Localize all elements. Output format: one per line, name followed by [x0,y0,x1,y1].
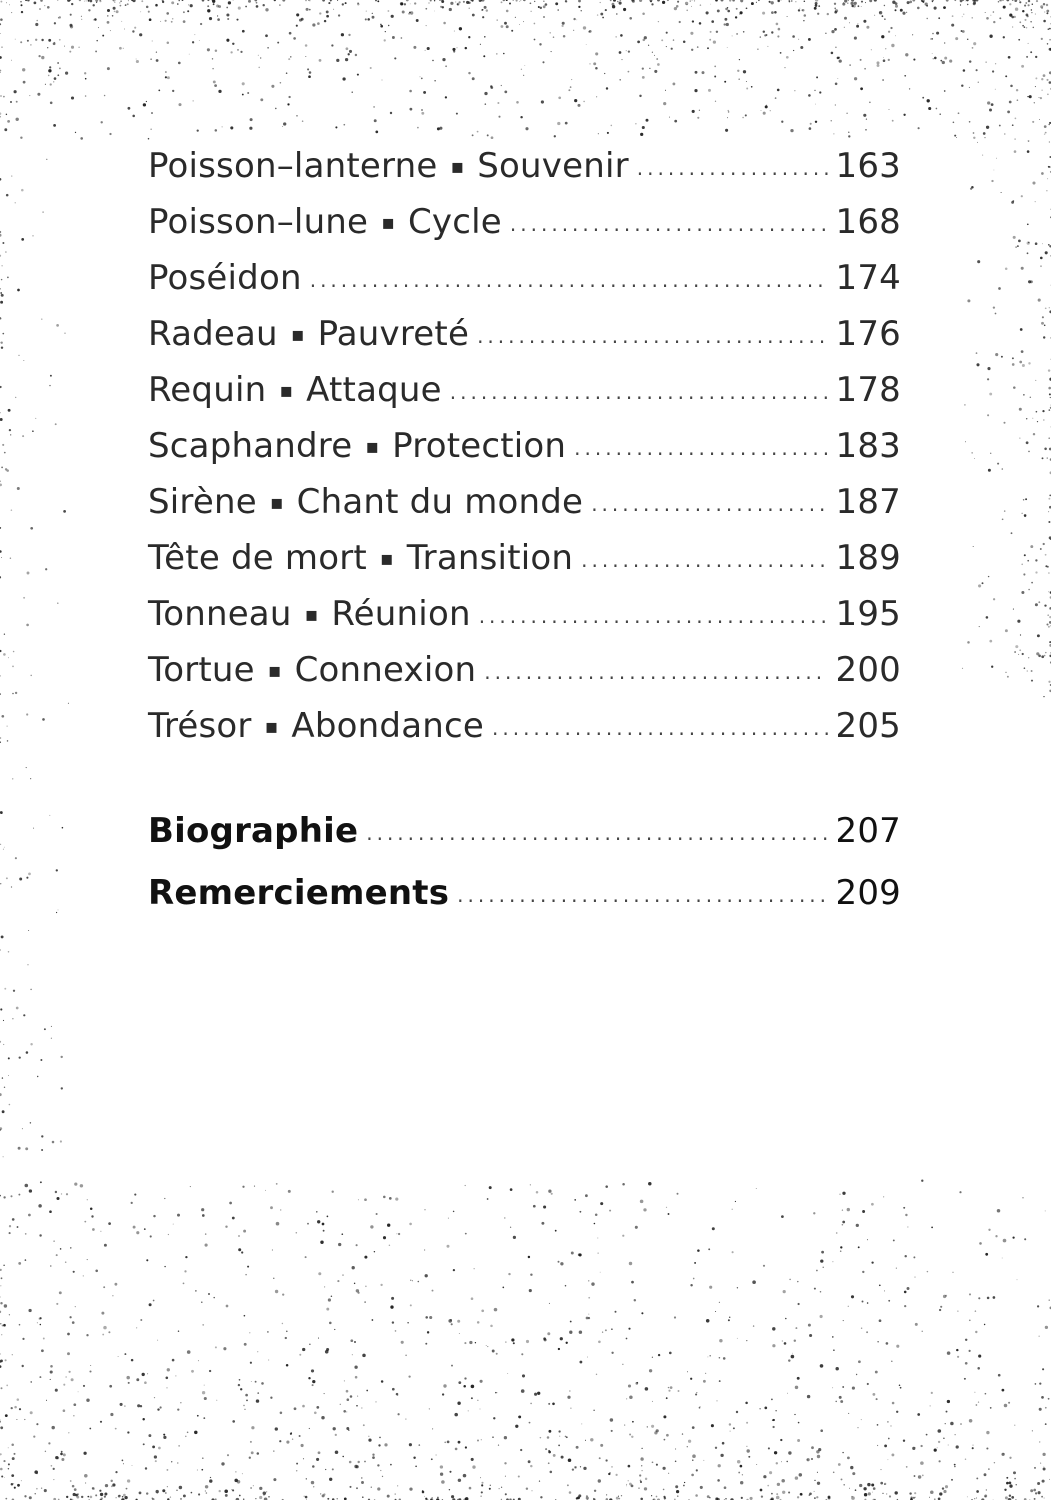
separator-square-icon: ▪ [264,714,279,738]
toc-entry-page: 178 [835,370,901,410]
toc-entry-page: 207 [835,811,901,851]
toc-entry-title: Poisson–lanterne ▪ Souvenir [148,146,629,186]
dot-leader [510,196,828,252]
toc-entry-page: 168 [835,202,901,242]
dot-leader [591,476,827,532]
toc-entry[interactable] [148,474,901,530]
toc-entry-title: Radeau ▪ Pauvreté [148,314,470,354]
toc-entry-page: 176 [835,314,901,354]
toc-entry-page: 163 [835,146,901,186]
separator-square-icon: ▪ [381,210,395,234]
toc-entry-title: Scaphandre ▪ Protection [148,426,567,466]
dot-leader [457,864,827,926]
dot-leader [492,700,828,756]
dot-leader [479,588,828,644]
toc-entry[interactable] [148,306,901,362]
toc-entry-title: Tortue ▪ Connexion [148,650,477,690]
toc-entry-page: 174 [835,258,901,298]
separator-square-icon: ▪ [365,434,380,458]
toc-entry[interactable] [148,530,901,586]
toc-entry-title: Poisson–lune ▪ Cycle [148,202,502,242]
toc-entry[interactable] [148,250,901,306]
dot-leader [310,252,828,308]
table-of-contents [148,138,901,754]
toc-entry[interactable] [148,194,901,250]
toc-entry-title: Poséidon [148,258,302,298]
toc-entry-page: 183 [835,426,901,466]
dot-leader [477,308,827,364]
toc-entry[interactable] [148,362,901,418]
toc-entry-page: 200 [835,650,901,690]
dot-leader [574,420,827,476]
toc-entry-title: Tonneau ▪ Réunion [148,594,471,634]
toc-entry-title: Sirène ▪ Chant du monde [148,482,584,522]
separator-square-icon: ▪ [379,546,394,570]
toc-entry[interactable] [148,698,901,754]
toc-entry[interactable] [148,418,901,474]
dot-leader [484,644,827,700]
toc-entry-title: Trésor ▪ Abondance [148,706,484,746]
toc-entry-page: 205 [835,706,901,746]
toc-entry-title: Biographie [148,811,359,851]
separator-square-icon: ▪ [290,322,305,346]
toc-entry-page: 187 [835,482,901,522]
dot-leader [637,140,828,196]
dot-leader [581,532,827,588]
toc-entry-page: 209 [835,873,901,913]
dot-leader [450,364,828,420]
back-matter [148,800,901,924]
toc-entry[interactable] [148,138,901,194]
toc-entry-page: 195 [835,594,901,634]
separator-square-icon: ▪ [304,602,319,626]
toc-entry-title: Tête de mort ▪ Transition [148,538,574,578]
toc-entry-biographie[interactable] [148,800,901,862]
separator-square-icon: ▪ [279,378,294,402]
dot-leader [366,802,827,864]
toc-entry-remerciements[interactable] [148,862,901,924]
toc-entry[interactable] [148,642,901,698]
separator-square-icon: ▪ [450,154,465,178]
separator-square-icon: ▪ [269,490,284,514]
toc-entry-title: Remerciements [148,873,450,913]
toc-entry-title: Requin ▪ Attaque [148,370,442,410]
separator-square-icon: ▪ [267,658,282,682]
toc-entry[interactable] [148,586,901,642]
toc-entry-page: 189 [835,538,901,578]
